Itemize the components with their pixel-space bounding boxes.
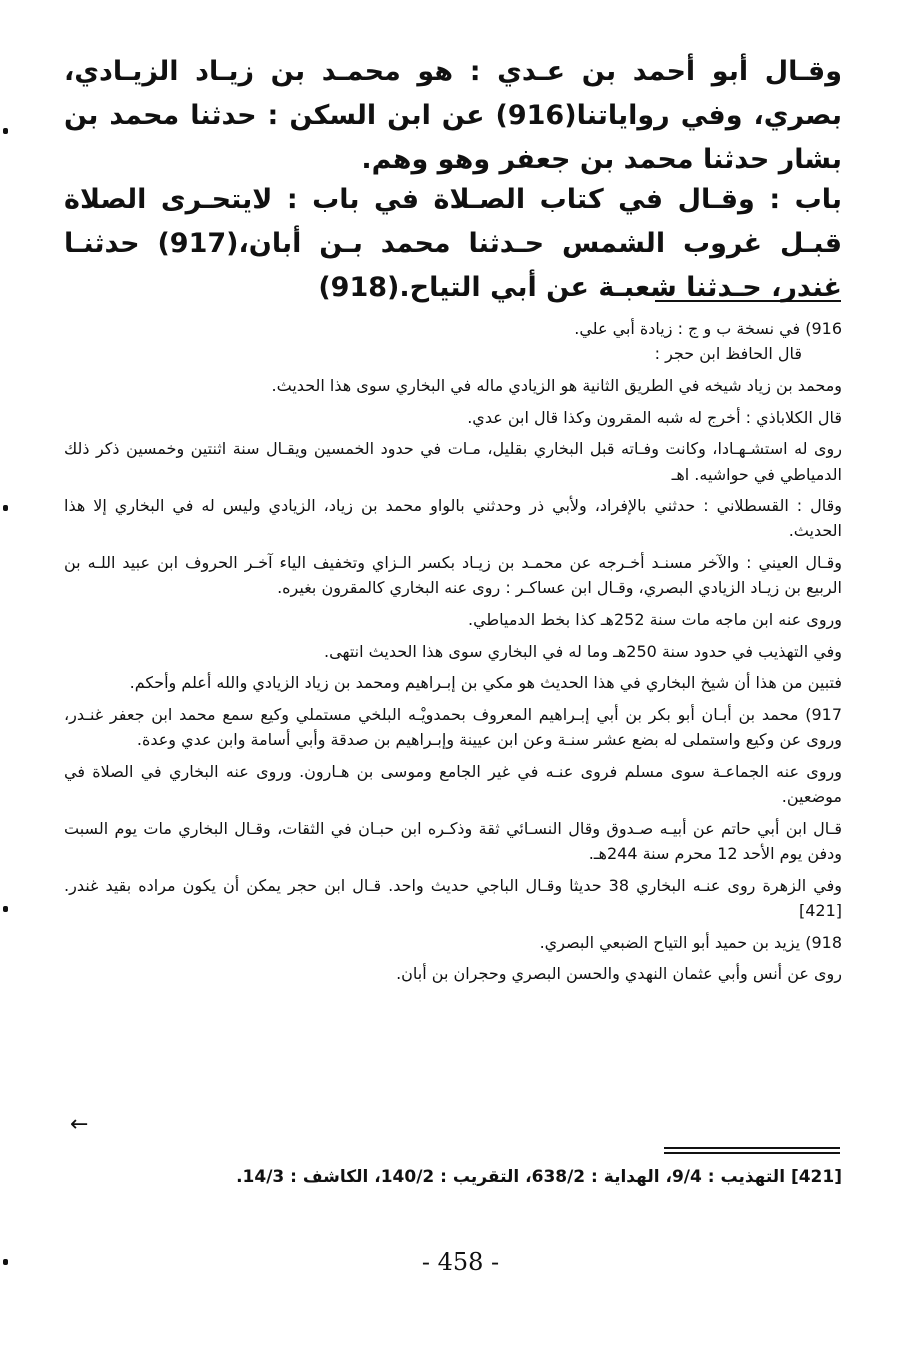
references-line: [421] التهذيب : 9/4، الهداية : 638/2، التقريب : 140/2، الكاشف : 14/3. bbox=[236, 1167, 842, 1187]
main-paragraph-1 bbox=[64, 50, 842, 182]
footnote-line: وفي الزهرة روى عنـه البخاري 38 حديثا وقـال الباجي حديث واحد. قـال ابن حجر يمكن أن يكون مراده بقيد غندر.[421] bbox=[64, 875, 843, 921]
footnote-line: قال الحافظ ابن حجر : bbox=[654, 344, 802, 364]
main-text-1: وقـال أبو أحمد بن عـدي : هو محمـد بن زيـاد الزيـادي، بصري، وفي رواياتنا(916) عن ابن السكن : حدثنا محمد بن بشار حدثنا محمد بن جعفر وهو وهم. bbox=[64, 56, 842, 175]
footnote-line: وروى عنه الجماعـة سوى مسلم فروى عنـه في غير الجامع وموسى بن هـارون. وروى عنه البخاري في الصلاة في موضعين. bbox=[64, 762, 842, 807]
scan-speck bbox=[3, 1259, 8, 1265]
scan-speck bbox=[3, 505, 8, 511]
references-separator-top bbox=[664, 1147, 840, 1149]
footnote-line: قال الكلاباذي : أخرج له شبه المقرون وكذا قال ابن عدي. bbox=[467, 407, 842, 427]
page-number: - 458 - bbox=[421, 1248, 500, 1276]
footnote-line: ومحمد بن زياد شيخه في الطريق الثانية هو الزيادي ماله في البخاري سوى هذا الحديث. bbox=[271, 375, 842, 395]
main-text-2: باب : وقـال في كتاب الصـلاة في باب : لايتحـرى الصلاة قبـل غروب الشمس حـدثنا محمد بـن أبان،(917) حدثنـا غندر، حـدثنا شعبـة عن أبي التياح.(918) bbox=[64, 184, 842, 303]
footnote-line: روى له استشـهـادا، وكانت وفـاته قبل البخاري بقليل، مـات في حدود الخمسين ويقـال سنة اثنتين وخمسين ذكر ذلك الدمياطي في حواشيه. اهـ bbox=[64, 439, 842, 484]
footnotes bbox=[64, 316, 842, 987]
footnote-line: وقـال العيني : والآخر مسنـد أخـرجه عن محمـد بن زيـاد بكسر الـزاي وتخفيف الياء آخـر الحروف ابن عبيد اللـه بن الربيع بن زيـاد الزيادي البصري، وقـال ابن عساكـر : روى عنه البخاري كالمقرون بغيره. bbox=[64, 553, 842, 598]
footnote-line: روى عن أنس وأبي عثمان النهدي والحسن البصري وحجران بن أبان. bbox=[396, 964, 842, 984]
footnote-line: وقال : القسطلاني : حدثني بالإفراد، ولأبي ذر وحدثني بالواو محمد بن زياد، الزيادي وليس له في البخاري إلا هذا الحديث. bbox=[64, 496, 842, 541]
footnote-separator bbox=[655, 300, 841, 302]
footnote-line: وروى عنه ابن ماجه مات سنة 252هـ كذا بخط الدمياطي. bbox=[468, 610, 842, 630]
scan-speck bbox=[3, 128, 8, 134]
footnote-line: فتبين من هذا أن شيخ البخاري في هذا الحديث هو مكي بن إبـراهيم ومحمد بن زياد الزيادي والله أعلم وأحكم. bbox=[129, 673, 842, 693]
footnote-line: 918) يزيد بن حميد أبو التياح الضبعي البصري. bbox=[539, 932, 842, 952]
footnote-line: وفي التهذيب في حدود سنة 250هـ وما له في البخاري سوى هذا الحديث انتهى. bbox=[324, 641, 842, 661]
scan-speck bbox=[3, 906, 8, 912]
references-separator-bottom bbox=[664, 1152, 840, 1154]
footnote-line: 916) في نسخة ب و ج : زيادة أبي علي. bbox=[574, 319, 842, 338]
footnote-line: قـال ابن أبي حاتم عن أبيـه صـدوق وقال النسـائي ثقة وذكـره ابن حبـان في الثقات، وقـال البخاري مات يوم السبت ودفن يوم الأحد 12 محرم سنة 244هـ. bbox=[64, 818, 842, 864]
main-paragraph-2 bbox=[64, 178, 842, 310]
left-arrow-icon: ← bbox=[70, 1112, 89, 1137]
footnote-line: 917) محمد بن أبـان أبو بكر بن أبي إبـراهيم المعروف بحمدويْـه البلخي مستملي وكيع سمع محمد ابن جعفر غنـدر، وروى عن وكيع واستملى له بضع عشر سنـة وعن ابن عيينة وإبـراهيم بن صدقة وأبي أسامة وابن عدي وعدة. bbox=[64, 705, 842, 750]
